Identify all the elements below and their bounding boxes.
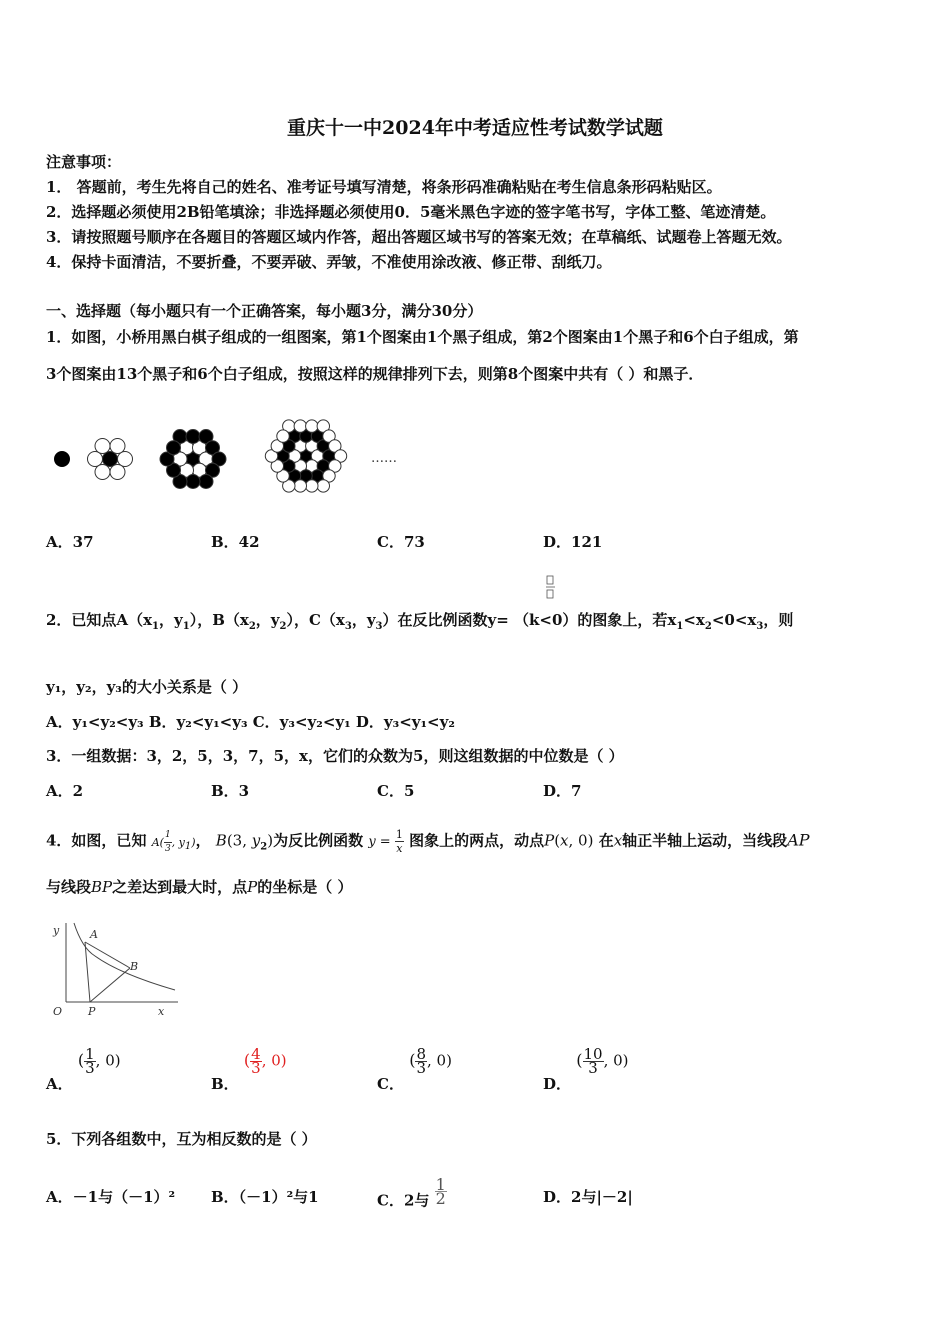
notice-item-3: 3．请按照题号顺序在各题目的答题区域内作答，超出答题区域书写的答案无效；在草稿纸、试题卷上答题无效。 [46,228,792,246]
notice-item-2: 2．选择题必须使用2B铅笔填涂；非选择题必须使用0．5毫米黑色字迹的签字笔书写，字体工整、笔迹清楚。 [46,203,776,221]
q1-option-a[interactable]: A．37 [46,533,94,551]
fig-label-y: y [53,924,60,937]
white-stone [306,420,318,432]
continuation-dots: …… [371,451,397,466]
q3-text: 3．一组数据：3，2，5，3，7，5，x，它们的众数为5，则这组数据的中位数是（ ） [46,747,624,765]
notice-heading: 注意事项： [46,153,122,171]
q3-option-b[interactable]: B．3 [211,782,250,800]
q5-option-d[interactable]: D．2与|－2| [543,1188,633,1206]
q4-option-a[interactable]: A． ( $\frac{1}{3}$ , 0) [46,1045,121,1093]
q4-option-d[interactable]: D． ( $\frac{10}{3}$ , 0) [543,1045,629,1093]
q4-figure [50,918,185,1023]
fig-label-x: x [158,1005,165,1018]
q5-option-a[interactable]: A．－1与（－1）² [46,1188,176,1206]
q5-option-b[interactable]: B．（－1）²与1 [211,1188,319,1206]
q1-option-b[interactable]: B．42 [211,533,260,551]
q1-figure [46,400,406,510]
white-stone [294,420,306,432]
black-stone [167,441,181,455]
q3-option-a[interactable]: A．2 [46,782,84,800]
q4-option-b[interactable]: B． ( $\frac{4}{3}$ , 0) [211,1045,287,1093]
q2-line2: y₁，y₂，y₃的大小关系是（ ） [46,678,248,696]
q3-option-d[interactable]: D．7 [543,782,582,800]
q2-options[interactable]: A．y₁<y₂<y₃ B．y₂<y₁<y₃ C．y₃<y₂<y₁ D．y₃<y₁<y₂ [46,713,455,731]
pattern-3 [160,430,226,489]
fig-label-b: B [130,960,139,973]
q4-line1: 4．如图，已知 A( $\frac{1}{3}$ , $y_1$)， B(3, $y_2$)为反比例函数 y = $\frac{1}{x}$ 图象上的两点，动点P(x, 0) 在x轴正半轴上运动，当线段AP [46,828,810,855]
q1-option-c[interactable]: C．73 [377,533,425,551]
q1-line1: 1．如图，小桥用黑白棋子组成的一组图案，第1个图案由1个黑子组成，第2个图案由1个黑子和6个白子组成，第 [46,328,799,346]
white-stone [294,480,306,492]
q3-option-c[interactable]: C．5 [377,782,415,800]
q1-option-d[interactable]: D．121 [543,533,603,551]
fig-label-p: P [88,1005,96,1018]
pattern-2 [88,439,133,480]
q1-line2: 3个图案由13个黑子和6个白子组成，按照这样的规律排列下去，则第8个图案中共有（ ）和黑子． [46,365,704,383]
q5-option-c[interactable]: C．2与 $\frac{1}{2}$ [377,1175,446,1210]
white-stone [277,430,289,442]
q2-fraction-placeholder [545,574,557,602]
page-title: 重庆十一中2024年中考适应性考试数学试题 [287,117,663,139]
fig-label-o: O [53,1005,63,1018]
black-stone [199,475,213,489]
notice-item-1: 1． 答题前，考生先将自己的姓名、准考证号填写清楚，将条形码准确粘贴在考生信息条形码粘贴区。 [46,178,722,196]
q4-line2: 与线段BP之差达到最大时，点P的坐标是（ ） [46,878,353,896]
fig-label-a: A [90,928,98,941]
q2-line1: 2．已知点$A(x_1$，$y_1$），$B(x_2$，$y_2$），$C(x_3$，$y_3$）在反比例函数y= （k<0）的图象上，若$x_1<x_2<0<x_3$，则 [46,611,794,632]
black-stone [186,475,200,489]
black-stone [186,430,200,444]
white-stone [317,480,329,492]
q4-option-c[interactable]: C． ( $\frac{8}{3}$ , 0) [377,1045,452,1093]
notice-item-4: 4．保持卡面清洁，不要折叠，不要弄破、弄皱，不准使用涂改液、修正带、刮纸刀。 [46,253,612,271]
pattern-4 [265,420,346,492]
pattern-1 [54,451,70,467]
white-stone [306,480,318,492]
section-heading: 一、选择题（每小题只有一个正确答案，每小题3分，满分30分） [46,302,483,320]
q5-text: 5．下列各组数中，互为相反数的是（ ） [46,1130,317,1148]
